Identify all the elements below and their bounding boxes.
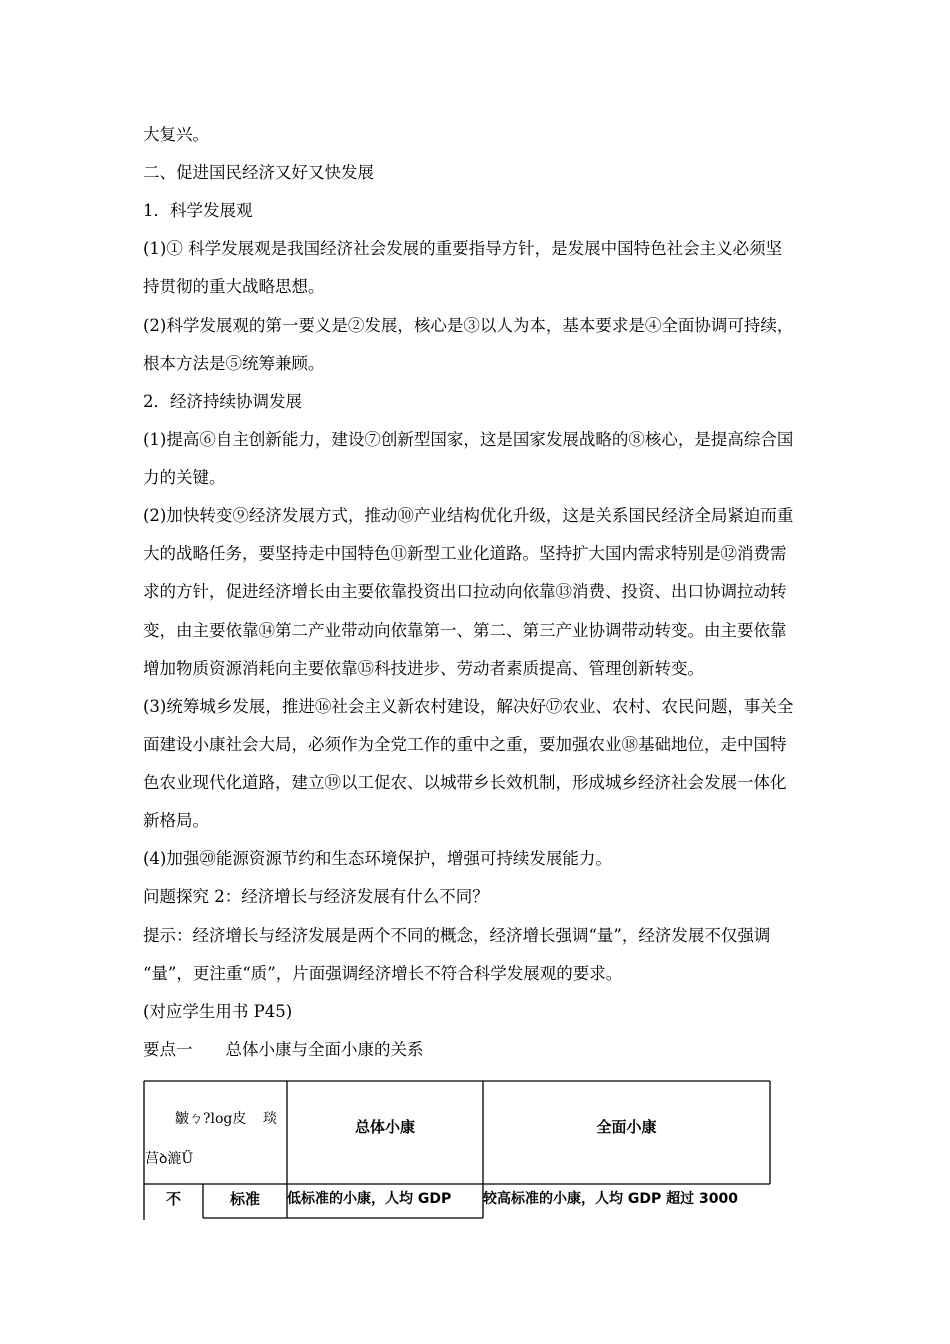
hint-line: “量”，更注重“质”，片面强调经济增长不符合科学发展观的要求。 bbox=[143, 964, 623, 983]
paragraph-line: 根本方法是⑤统筹兼顾。 bbox=[143, 354, 325, 373]
paragraph-line: (3)统筹城乡发展，推进⑯社会主义新农村建设，解决好⑰农业、农村、农民问题，事关全 bbox=[143, 697, 794, 716]
paragraph-line: 求的方针，促进经济增长由主要依靠投资出口拉动向依靠⑬消费、投资、出口协调拉动转 bbox=[143, 582, 787, 601]
hint-line: 提示：经济增长与经济发展是两个不同的概念，经济增长强调“量”，经济发展不仅强调 bbox=[143, 926, 771, 945]
paragraph-line: 新格局。 bbox=[143, 811, 209, 830]
subsection-heading: 1．科学发展观 bbox=[143, 201, 253, 220]
column-header-comprehensive-xiaokang: 全面小康 bbox=[596, 1118, 657, 1136]
row-label-standard: 标准 bbox=[229, 1190, 260, 1208]
paragraph-line: 大的战略任务，要坚持走中国特色⑪新型工业化道路。坚持扩大国内需求特别是⑫消费需 bbox=[143, 544, 787, 563]
paragraph-line: (1)① 科学发展观是我国经济社会发展的重要指导方针，是发展中国特色社会主义必须坚 bbox=[143, 239, 783, 258]
paragraph-line: 面建设小康社会大局，必须作为全党工作的重中之重，要加强农业⑱基础地位，走中国特 bbox=[143, 735, 787, 754]
paragraph-line: (2)科学发展观的第一要义是②发展，核心是③以人为本，基本要求是④全面协调可持续， bbox=[143, 316, 794, 335]
header-diagonal-label-right: 琰 bbox=[263, 1111, 277, 1127]
reference-note: (对应学生用书 P45) bbox=[143, 1002, 293, 1021]
question-line: 问题探究 2：经济增长与经济发展有什么不同？ bbox=[143, 887, 489, 906]
cell-overall-standard: 低标准的小康，人均 GDP bbox=[287, 1191, 452, 1207]
column-header-overall-xiaokang: 总体小康 bbox=[354, 1118, 415, 1136]
row-label-difference: 不 bbox=[165, 1190, 181, 1208]
paragraph-line: 变，由主要依靠⑭第二产业带动向依靠第一、第二、第三产业协调带动转变。由主要依靠 bbox=[143, 621, 787, 640]
paragraph-line: (2)加快转变⑨经济发展方式，推动⑩产业结构优化升级，这是关系国民经济全局紧迫而重 bbox=[143, 506, 794, 525]
paragraph-line: 持贯彻的重大战略思想。 bbox=[143, 277, 325, 296]
header-diagonal-label-bottom: 莒ꝺ漉Ü bbox=[145, 1151, 194, 1167]
header-diagonal-label-top: 皺ㄅ?log皮 bbox=[175, 1111, 247, 1127]
paragraph-line: 大复兴。 bbox=[143, 125, 209, 144]
paragraph-line: (1)提高⑥自主创新能力，建设⑦创新型国家，这是国家发展战略的⑧核心，是提高综合国 bbox=[143, 430, 794, 449]
paragraph-line: 增加物质资源消耗向主要依靠⑮科技进步、劳动者素质提高、管理创新转变。 bbox=[143, 659, 704, 678]
paragraph-line: 色农业现代化道路，建立⑲以工促农、以城带乡长效机制，形成城乡经济社会发展一体化 bbox=[143, 773, 787, 792]
paragraph-line: (4)加强⑳能源资源节约和生态环境保护，增强可持续发展能力。 bbox=[143, 849, 612, 868]
subsection-heading: 2．经济持续协调发展 bbox=[143, 392, 302, 411]
paragraph-line: 力的关键。 bbox=[143, 468, 226, 487]
comparison-table bbox=[143, 1080, 771, 1220]
cell-comprehensive-standard: 较高标准的小康，人均 GDP 超过 3000 bbox=[483, 1191, 738, 1207]
section-heading: 二、促进国民经济又好又快发展 bbox=[143, 163, 374, 182]
key-point-heading: 要点一 总体小康与全面小康的关系 bbox=[143, 1040, 424, 1059]
